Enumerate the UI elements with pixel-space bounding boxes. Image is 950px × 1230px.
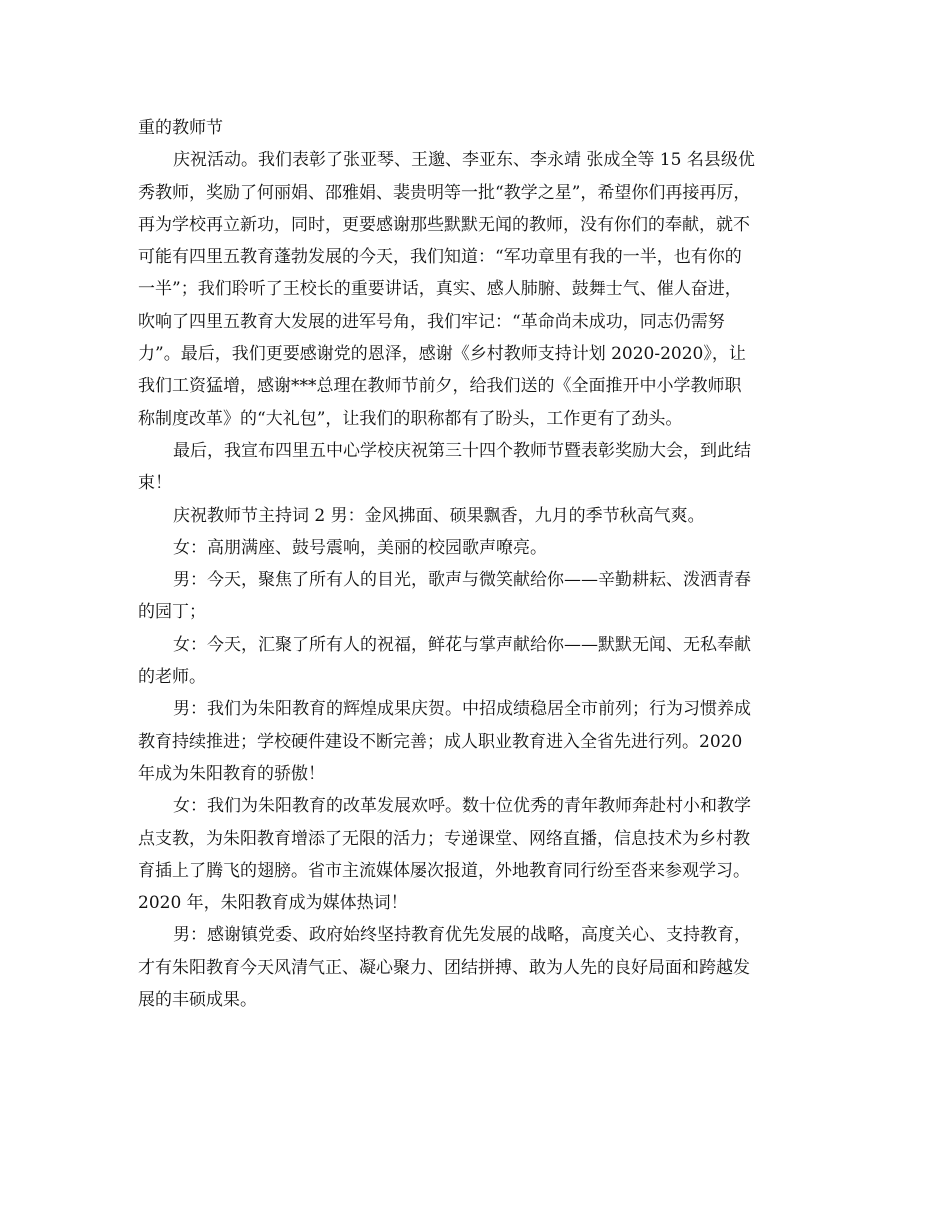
text-line: 的园丁； [138,602,206,623]
text-line: 年成为朱阳教育的骄傲！ [138,763,325,784]
text-line: 展的丰硕成果。 [138,990,257,1011]
text-line: 才有朱阳教育今天风清气正、凝心聚力、团结拼搏、敢为人先的良好局面和跨越发 [138,957,750,978]
text-line: 吹响了四里五教育大发展的进军号角，我们牢记：“革命尚未成功，同志仍需努 [138,311,725,332]
text-line: 教育持续推进；学校硬件建设不断完善；成人职业教育进入全省先进行列。2020 [138,731,743,752]
text-line: 一半”；我们聆听了王校长的重要讲话，真实、感人肺腑、鼓舞士气、催人奋进， [138,279,742,300]
document-body [138,112,824,1016]
text-line: 秀教师，奖励了何丽娟、邵雅娟、裴贵明等一批“教学之星”，希望你们再接再厉， [138,182,751,203]
text-line: 我们工资猛增，感谢***总理在教师节前夕，给我们送的《全面推开中小学教师职 [138,376,742,397]
text-line: 男：感谢镇党委、政府始终坚持教育优先发展的战略，高度关心、支持教育， [173,925,751,946]
text-line: 称制度改革》的“大礼包”，让我们的职称都有了盼头，工作更有了劲头。 [138,408,683,429]
text-line: 女：我们为朱阳教育的改革发展欢呼。数十位优秀的青年教师奔赴村小和教学 [173,796,751,817]
text-line: 男：我们为朱阳教育的辉煌成果庆贺。中招成绩稳居全市前列；行为习惯养成 [173,699,751,720]
text-line: 的老师。 [138,667,206,688]
text-line: 女：高朋满座、鼓号震响，美丽的校园歌声嘹亮。 [173,537,547,558]
text-line: 育插上了腾飞的翅膀。省市主流媒体屡次报道，外地教育同行纷至沓来参观学习。 [138,860,750,881]
text-line: 点支教，为朱阳教育增添了无限的活力；专递课堂、网络直播，信息技术为乡村教 [138,828,750,849]
text-line: 力”。最后，我们更要感谢党的恩泽，感谢《乡村教师支持计划 2020-2020》，让 [138,344,746,365]
text-line: 男：今天，聚焦了所有人的目光，歌声与微笑献给你——辛勤耕耘、泼洒青春 [173,570,751,591]
text-line: 2020 年，朱阳教育成为媒体热词！ [138,893,408,914]
text-line: 女：今天，汇聚了所有人的祝福，鲜花与掌声献给你——默默无闻、无私奉献 [173,634,751,655]
text-line: 最后，我宣布四里五中心学校庆祝第三十四个教师节暨表彰奖励大会，到此结 [173,440,751,461]
text-line: 庆祝活动。我们表彰了张亚琴、王邈、李亚东、李永靖 张成全等 15 名县级优 [173,150,755,171]
text-line: 重的教师节 [138,118,223,138]
text-line: 可能有四里五教育蓬勃发展的今天，我们知道：“军功章里有我的一半，也有你的 [138,247,742,268]
text-line: 庆祝教师节主持词 2 男：金风拂面、硕果飘香，九月的季节秋高气爽。 [173,505,705,526]
text-line: 再为学校再立新功，同时，更要感谢那些默默无闻的教师，没有你们的奉献，就不 [138,214,750,235]
text-line: 束！ [138,473,172,494]
